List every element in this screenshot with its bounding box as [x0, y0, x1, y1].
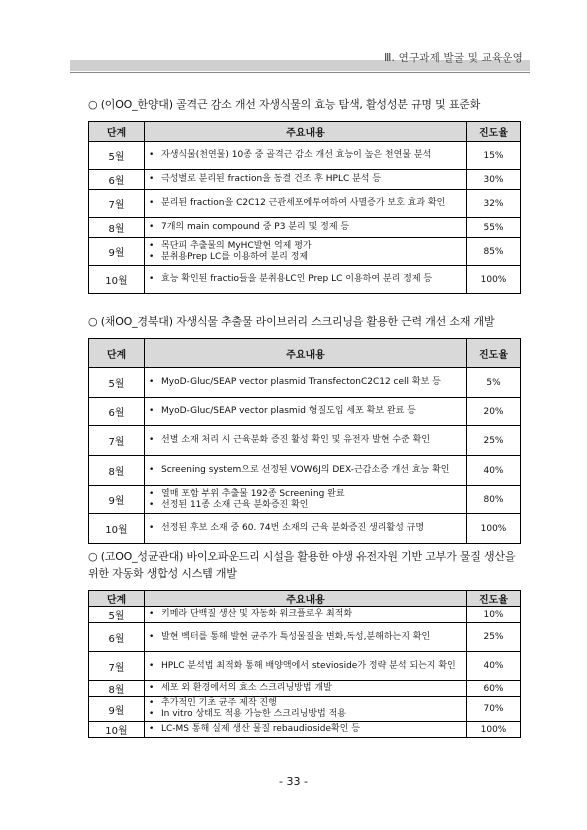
- content-cell: [145, 652, 467, 681]
- progress-table: [88, 590, 521, 738]
- content-cell: [145, 170, 467, 190]
- table-row: [89, 722, 521, 738]
- month-cell: 8월: [89, 456, 145, 486]
- table-row: [89, 170, 521, 190]
- content-item: • 선정된 후보 소재 중 60. 74번 소재의 근육 분화증진 생리활성 규명: [149, 523, 462, 534]
- table-row: [89, 697, 521, 722]
- content-item: • LC-MS 통해 실제 생산 물질 rebaudioside확인 등: [149, 724, 462, 735]
- table-row: [89, 486, 521, 514]
- content-item: • 목단피 추출물의 MyHC발현 억제 평가: [149, 241, 462, 252]
- month-cell: 10월: [89, 722, 145, 738]
- content-cell: [145, 426, 467, 456]
- content-cell: [145, 486, 467, 514]
- progress-cell: 40%: [467, 456, 521, 486]
- month-cell: 6월: [89, 623, 145, 652]
- content-cell: [145, 190, 467, 218]
- section-title: ○ (고OO_성균관대) 바이오파운드리 시설을 활용한 야생 유전자원 기반 고부가 물질 생산을 위한 자동화 생합성 시스템 개발: [88, 550, 516, 580]
- table-row: [89, 398, 521, 426]
- progress-cell: 55%: [467, 218, 521, 238]
- content-cell: [145, 368, 467, 398]
- progress-cell: 100%: [467, 266, 521, 294]
- content-cell: [145, 456, 467, 486]
- header-content: 주요내용: [145, 339, 467, 368]
- month-cell: 6월: [89, 170, 145, 190]
- progress-cell: 25%: [467, 623, 521, 652]
- content-item: • 세포 외 환경에서의 효소 스크리닝방법 개발: [149, 683, 462, 694]
- content-item: • 열매 포함 부위 추출물 192종 Screening 완료: [149, 489, 462, 500]
- content-item: • 효능 확인된 fractio들을 분취용LC인 Prep LC 이용하여 분리 정제 등: [149, 274, 462, 285]
- table-row: [89, 142, 521, 170]
- progress-cell: 15%: [467, 142, 521, 170]
- progress-cell: 30%: [467, 170, 521, 190]
- header-stage: 단계: [89, 591, 145, 607]
- content-cell: [145, 623, 467, 652]
- content-cell: [145, 697, 467, 722]
- header-section-title: Ⅲ. 연구과제 발굴 및 교육운영: [384, 52, 523, 64]
- progress-cell: 32%: [467, 190, 521, 218]
- content-item: • Screening system으로 선정된 VOW6J의 DEX-근감소증 개선 효능 확인: [149, 465, 462, 476]
- progress-cell: 80%: [467, 486, 521, 514]
- header-stage: 단계: [89, 122, 145, 142]
- month-cell: 7월: [89, 426, 145, 456]
- progress-cell: 85%: [467, 238, 521, 266]
- header-divider: [70, 72, 530, 73]
- table-row: [89, 218, 521, 238]
- progress-cell: 60%: [467, 681, 521, 697]
- content-cell: [145, 607, 467, 623]
- header-progress: 진도율: [467, 339, 521, 368]
- content-item: • 7개의 main compound 중 P3 분리 및 정제 등: [149, 222, 462, 233]
- month-cell: 5월: [89, 368, 145, 398]
- content-item: • 추가적인 기초 균주 제작 진행: [149, 698, 462, 709]
- progress-cell: 25%: [467, 426, 521, 456]
- content-item: • 극성별로 분리된 fraction을 동결 건조 후 HPLC 분석 등: [149, 174, 462, 185]
- table-header-row: [89, 339, 521, 368]
- month-cell: 9월: [89, 486, 145, 514]
- table-row: [89, 190, 521, 218]
- month-cell: 10월: [89, 266, 145, 294]
- month-cell: 7월: [89, 190, 145, 218]
- month-cell: 9월: [89, 697, 145, 722]
- content-cell: [145, 514, 467, 544]
- table-row: [89, 514, 521, 544]
- content-item: • HPLC 분석법 최적화 통해 배양액에서 stevioside가 정략 분석 되는지 확인: [149, 661, 462, 672]
- table-row: [89, 652, 521, 681]
- table-row: [89, 607, 521, 623]
- content-cell: [145, 398, 467, 426]
- table-row: [89, 456, 521, 486]
- content-item: • MyoD-Gluc/SEAP vector plasmid 형질도입 세포 확보 완료 등: [149, 406, 462, 417]
- progress-cell: 70%: [467, 697, 521, 722]
- table-row: [89, 426, 521, 456]
- content-item: • MyoD-Gluc/SEAP vector plasmid TransfectonC2C12 cell 확보 등: [149, 377, 462, 388]
- progress-table: [88, 338, 521, 544]
- header-progress: 진도율: [467, 122, 521, 142]
- progress-cell: 100%: [467, 722, 521, 738]
- progress-cell: 10%: [467, 607, 521, 623]
- content-cell: [145, 218, 467, 238]
- content-cell: [145, 681, 467, 697]
- section-title: ○ (이OO_한양대) 골격근 감소 개선 자생식물의 효능 탐색, 활성성분 규명 및 표준화: [88, 98, 481, 111]
- progress-cell: 20%: [467, 398, 521, 426]
- month-cell: 8월: [89, 218, 145, 238]
- table-row: [89, 266, 521, 294]
- content-item: • 선별 소재 처리 시 근육분화 증진 활성 확인 및 유전자 발현 수준 확인: [149, 435, 462, 446]
- content-item: • In vitro 상태도 적용 가능한 스크리닝방법 적용: [149, 709, 462, 720]
- month-cell: 5월: [89, 142, 145, 170]
- header-content: 주요내용: [145, 122, 467, 142]
- table-row: [89, 623, 521, 652]
- table-row: [89, 368, 521, 398]
- page-number: - 33 -: [279, 775, 308, 788]
- content-cell: [145, 722, 467, 738]
- progress-cell: 100%: [467, 514, 521, 544]
- content-cell: [145, 142, 467, 170]
- content-item: • 분리된 fraction을 C2C12 근관세포에투여하여 사멸증가 보호 효과 확인: [149, 198, 462, 209]
- content-cell: [145, 238, 467, 266]
- month-cell: 10월: [89, 514, 145, 544]
- header-progress: 진도율: [467, 591, 521, 607]
- table-header-row: [89, 122, 521, 142]
- content-item: • 선정된 11종 소재 근육 분화증진 확인: [149, 500, 462, 511]
- content-item: • 키메라 단백질 생산 및 자동화 워크플로우 최적화: [149, 609, 462, 620]
- table-header-row: [89, 591, 521, 607]
- progress-table: [88, 121, 521, 294]
- month-cell: 6월: [89, 398, 145, 426]
- month-cell: 5월: [89, 607, 145, 623]
- content-item: • 분취용Prep LC를 이용하여 분리 정제: [149, 252, 462, 263]
- progress-cell: 40%: [467, 652, 521, 681]
- section-title: ○ (채OO_경북대) 자생식물 추출물 라이브러리 스크리닝을 활용한 근력 개선 소재 개발: [88, 315, 495, 328]
- content-item: • 발현 벡터를 통해 발현 균주가 특성물질을 변화,독성,분해하는지 확인: [149, 632, 462, 643]
- header-content: 주요내용: [145, 591, 467, 607]
- progress-cell: 5%: [467, 368, 521, 398]
- month-cell: 9월: [89, 238, 145, 266]
- header-stage: 단계: [89, 339, 145, 368]
- content-item: • 자생식물(천연물) 10종 중 골격근 감소 개선 효능이 높은 천연물 분석: [149, 150, 462, 161]
- month-cell: 8월: [89, 681, 145, 697]
- table-row: [89, 238, 521, 266]
- content-cell: [145, 266, 467, 294]
- month-cell: 7월: [89, 652, 145, 681]
- table-row: [89, 681, 521, 697]
